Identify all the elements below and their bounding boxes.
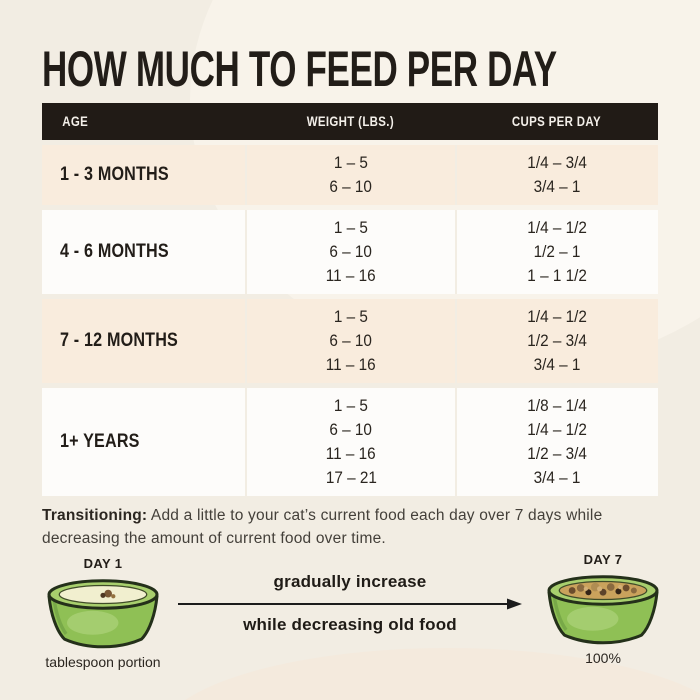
weight-range: 11 – 16 [326, 266, 376, 285]
weight-cell [245, 388, 454, 496]
arrow-bottom-text: while decreasing old food [243, 615, 457, 634]
day7-group [528, 552, 678, 666]
age-cell [42, 145, 245, 205]
day7-label: DAY 7 [583, 552, 623, 567]
table-row [42, 210, 658, 294]
arrow-top-text: gradually increase [273, 572, 427, 591]
weight-range: 17 – 21 [325, 468, 377, 487]
cups-range: 3/4 – 1 [533, 355, 581, 374]
cups-range: 1/2 – 3/4 [527, 331, 588, 350]
page-title [42, 40, 700, 98]
weight-range: 6 – 10 [329, 177, 373, 196]
transition-note [42, 504, 662, 551]
column-header-age: AGE [62, 114, 89, 129]
day7-bowl-icon [543, 569, 663, 648]
weight-range: 1 – 5 [333, 153, 368, 172]
weight-range: 1 – 5 [333, 218, 368, 237]
day1-caption: tablespoon portion [45, 654, 161, 670]
cups-cell [455, 299, 658, 383]
day1-group [28, 556, 178, 670]
cups-cell [455, 388, 658, 496]
age-cell [42, 210, 245, 294]
cups-range: 1/4 – 1/2 [527, 218, 588, 237]
cups-range: 1/4 – 1/2 [527, 307, 588, 326]
day7-caption: 100% [585, 650, 621, 666]
cups-range: 3/4 – 1 [533, 177, 581, 196]
table-row [42, 299, 658, 383]
weight-range: 1 – 5 [333, 396, 368, 415]
right-arrow-icon [177, 597, 523, 611]
weight-cell [245, 145, 454, 205]
column-header-cups: CUPS PER DAY [511, 114, 601, 129]
weight-cell [245, 299, 454, 383]
cups-range: 1/8 – 1/4 [527, 396, 588, 415]
transition-text: Add a little to your cat’s current food each day over 7 days while decreasing the amount of current food over time. [42, 507, 603, 548]
column-header-weight: WEIGHT (LBS.) [306, 114, 394, 129]
age-label: 7 - 12 MONTHS [60, 330, 178, 351]
table-row [42, 388, 658, 496]
cups-range: 1/2 – 1 [533, 242, 581, 261]
age-label: 1+ YEARS [60, 431, 140, 452]
arrow-group [177, 572, 523, 635]
transition-label: Transitioning: [42, 507, 148, 524]
age-label: 1 - 3 MONTHS [60, 164, 169, 185]
cups-range: 1 – 1 1/2 [527, 266, 588, 285]
weight-range: 1 – 5 [333, 307, 368, 326]
cups-range: 1/4 – 1/2 [527, 420, 588, 439]
table-body [42, 145, 658, 496]
weight-range: 6 – 10 [329, 420, 373, 439]
cups-range: 1/4 – 3/4 [527, 153, 588, 172]
day1-label: DAY 1 [83, 556, 123, 571]
weight-range: 6 – 10 [329, 242, 373, 261]
cups-range: 1/2 – 3/4 [527, 444, 588, 463]
weight-range: 11 – 16 [326, 355, 376, 374]
cups-cell [455, 145, 658, 205]
cups-range: 3/4 – 1 [533, 468, 581, 487]
weight-range: 11 – 16 [326, 444, 376, 463]
age-cell [42, 299, 245, 383]
feeding-table [42, 103, 658, 496]
age-cell [42, 388, 245, 496]
page-title-text: HOW MUCH TO FEED PER DAY [42, 41, 557, 97]
table-header-row [42, 103, 658, 140]
age-label: 4 - 6 MONTHS [60, 241, 169, 262]
table-row [42, 145, 658, 205]
weight-cell [245, 210, 454, 294]
day1-bowl-icon [43, 573, 163, 652]
transition-diagram [0, 552, 700, 696]
weight-range: 6 – 10 [329, 331, 373, 350]
cups-cell [455, 210, 658, 294]
